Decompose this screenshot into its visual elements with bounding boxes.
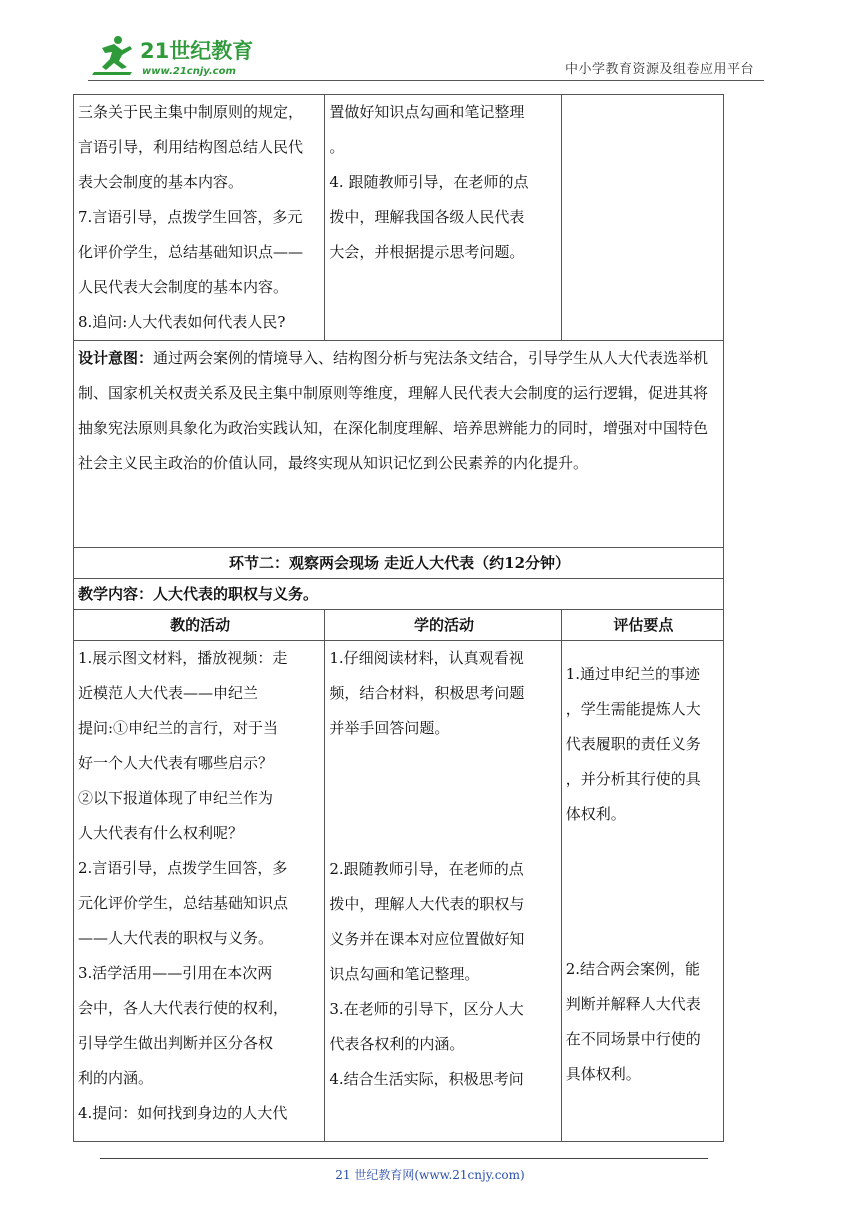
text-line: 频，结合材料，积极思考问题 bbox=[329, 684, 525, 702]
text-line: 4.提问：如何找到身边的人大代 bbox=[78, 1104, 288, 1122]
text-line: 大会，并根据提示思考问题。 bbox=[329, 243, 525, 261]
section-title: 环节二：观察两会现场 走近人大代表（约12分钟） bbox=[74, 548, 724, 579]
teacher-activity-cell bbox=[74, 641, 325, 1142]
text-line: 1.通过申纪兰的事迹 bbox=[565, 665, 701, 683]
activity-row bbox=[74, 641, 724, 1142]
text-line: 拨中，理解我国各级人民代表 bbox=[329, 208, 525, 226]
text-line: 提问:①申纪兰的言行，对于当 bbox=[78, 719, 279, 737]
text-line: 会中，各人大代表行使的权利， bbox=[78, 999, 289, 1017]
student-activity-cell bbox=[325, 641, 561, 1142]
text-line: 2.言语引导，点拨学生回答，多 bbox=[78, 859, 288, 877]
student-column-header: 学的活动 bbox=[325, 610, 561, 641]
section-content-row bbox=[74, 579, 724, 610]
logo-text: 21世纪教育 bbox=[140, 39, 254, 63]
text-line: 好一个人大代表有哪些启示？ bbox=[78, 754, 274, 772]
site-logo bbox=[92, 34, 262, 80]
text-line: 三条关于民主集中制原则的规定， bbox=[78, 103, 304, 121]
text-line: 元化评价学生，总结基础知识点 bbox=[78, 894, 289, 912]
teacher-cell bbox=[74, 95, 325, 341]
text-line: 置做好知识点勾画和笔记整理 bbox=[329, 103, 525, 121]
text-line: 2.跟随教师引导，在老师的点 bbox=[329, 860, 524, 878]
eval-cell bbox=[561, 95, 723, 341]
footer-text: 21 世纪教育网(www.21cnjy.com) bbox=[335, 1168, 525, 1182]
section-content: 教学内容：人大代表的职权与义务。 bbox=[74, 579, 724, 610]
column-header-row bbox=[74, 610, 724, 641]
text-line: 拨中，理解人大代表的职权与 bbox=[329, 895, 525, 913]
text-line: ②以下报道体现了申纪兰作为 bbox=[78, 789, 274, 807]
design-intent-label: 设计意图： bbox=[78, 349, 154, 367]
text-line: 7.言语引导，点拨学生回答，多元 bbox=[78, 208, 303, 226]
text-line: 1.展示图文材料，播放视频：走 bbox=[78, 649, 288, 667]
text-line: 3.在老师的引导下，区分人大 bbox=[329, 1000, 524, 1018]
spacer bbox=[566, 641, 721, 657]
text-line: 表大会制度的基本内容。 bbox=[78, 173, 244, 191]
text-line: 体权利。 bbox=[565, 805, 626, 823]
design-intent-cell bbox=[74, 341, 724, 548]
platform-name: 中小学教育资源及组卷应用平台 bbox=[564, 62, 754, 77]
text-line: 识点勾画和笔记整理。 bbox=[329, 965, 480, 983]
logo-url: www.21cnjy.com bbox=[142, 66, 236, 77]
text-line: ——人大代表的职权与义务。 bbox=[78, 929, 274, 947]
footer-divider bbox=[100, 1158, 708, 1159]
text-line: 化评价学生，总结基础知识点—— bbox=[78, 243, 304, 261]
text-line: 。 bbox=[329, 138, 345, 156]
design-intent-row bbox=[74, 341, 724, 548]
text-line: 言语引导，利用结构图总结人民代 bbox=[78, 138, 304, 156]
text-line: 具体权利。 bbox=[565, 1065, 641, 1083]
text-line: ，并分析其行使的具 bbox=[565, 770, 701, 788]
header-divider bbox=[88, 80, 764, 81]
text-line: 4. 跟随教师引导，在老师的点 bbox=[329, 173, 529, 191]
text-line: 义务并在课本对应位置做好知 bbox=[329, 930, 525, 948]
text-line: 在不同场景中行使的 bbox=[565, 1030, 701, 1048]
text-line: 近模范人大代表——申纪兰 bbox=[78, 684, 259, 702]
teacher-column-header: 教的活动 bbox=[74, 610, 325, 641]
spacer bbox=[566, 832, 721, 952]
section-title-row bbox=[74, 548, 724, 579]
continued-activity-row bbox=[74, 95, 724, 341]
text-line: 1.仔细阅读材料，认真观看视 bbox=[329, 649, 524, 667]
text-line: 并举手回答问题。 bbox=[329, 719, 450, 737]
text-line: 4.结合生活实际，积极思考问 bbox=[329, 1070, 524, 1088]
spacer bbox=[329, 746, 558, 852]
text-line: 利的内涵。 bbox=[78, 1069, 154, 1087]
text-line: 2.结合两会案例，能 bbox=[565, 960, 701, 978]
text-line: 代表各权利的内涵。 bbox=[329, 1035, 465, 1053]
text-line: 代表履职的责任义务 bbox=[565, 735, 701, 753]
text-line: 人大代表有什么权利呢？ bbox=[78, 824, 244, 842]
design-intent-text: 通过两会案例的情境导入、结构图分析与宪法条文结合，引导学生从人大代表选举机制、国家机关权责关系及民主集中制原则等维度，理解人民代表大会制度的运行逻辑，促进其将抽象宪法原则具象化为政治实践认知，在深化制度理解、培养思辨能力的同时，增强对中国特色社会主义民主政治的价值认同，最终实现从知识记忆到公民素养的内化提升。 bbox=[78, 349, 709, 472]
student-cell bbox=[325, 95, 561, 341]
eval-activity-cell bbox=[561, 641, 723, 1142]
text-line: 人民代表大会制度的基本内容。 bbox=[78, 278, 289, 296]
text-line: 8.追问:人大代表如何代表人民? bbox=[78, 313, 286, 331]
text-line: 引导学生做出判断并区分各权 bbox=[78, 1034, 274, 1052]
eval-column-header: 评估要点 bbox=[561, 610, 723, 641]
text-line: 3.活学活用——引用在本次两 bbox=[78, 964, 273, 982]
text-line: 判断并解释人大代表 bbox=[565, 995, 701, 1013]
page-header bbox=[0, 0, 860, 90]
lesson-table bbox=[73, 94, 724, 1142]
text-line: ，学生需能提炼人大 bbox=[565, 700, 701, 718]
